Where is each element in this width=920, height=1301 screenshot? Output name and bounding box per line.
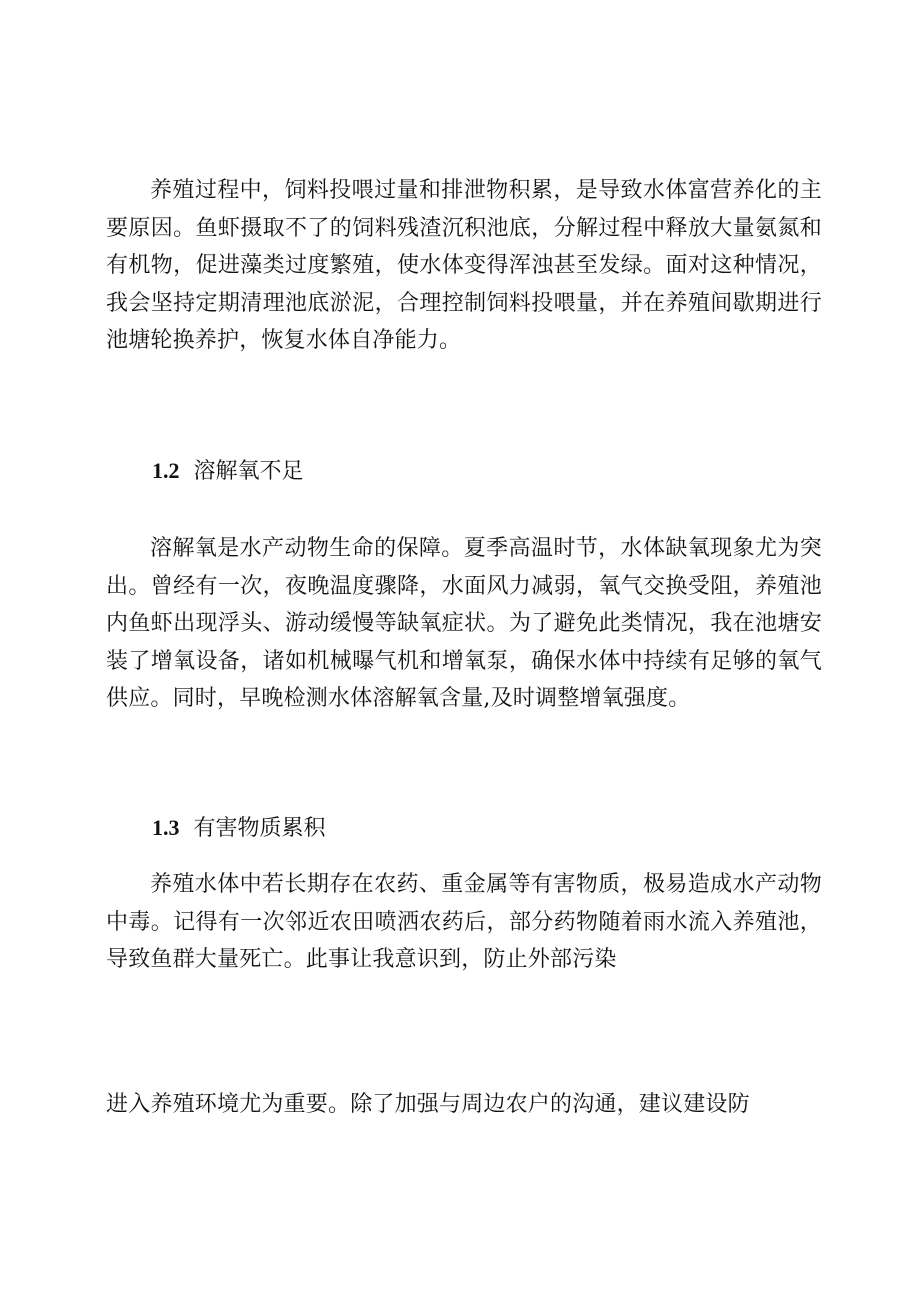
section-number: 1.3	[152, 815, 180, 840]
paragraph-harmful-substances: 养殖水体中若长期存在农药、重金属等有害物质，极易造成水产动物中毒。记得有一次邻近农田喷洒农药后，部分药物随着雨水流入养殖池，导致鱼群大量死亡。此事让我意识到，防止外部污染	[106, 872, 822, 973]
section-number: 1.2	[152, 458, 180, 483]
section-heading-dissolved-oxygen	[152, 456, 304, 487]
paragraph-dissolved-oxygen: 溶解氧是水产动物生命的保障。夏季高温时节，水体缺氧现象尤为突出。曾经有一次，夜晚温度骤降，水面风力减弱，氧气交换受阻，养殖池内鱼虾出现浮头、游动缓慢等缺氧症状。为了避免此类情况，我在池塘安装了增氧设备，诸如机械曝气机和增氧泵，确保水体中持续有足够的氧气供应。同时，早晚检测水体溶解氧含量,及时调整增氧强度。	[106, 536, 822, 712]
paragraph-feed-accumulation: 养殖过程中，饲料投喂过量和排泄物积累，是导致水体富营养化的主要原因。鱼虾摄取不了的饲料残渣沉积池底，分解过程中释放大量氨氮和有机物，促进藻类过度繁殖，使水体变得浑浊甚至发绿。面对这种情况，我会坚持定期清理池底淤泥，合理控制饲料投喂量，并在养殖间歇期进行池塘轮换养护，恢复水体自净能力。	[106, 178, 822, 354]
paragraph-harmful-substances-continued: 进入养殖环境尤为重要。除了加强与周边农户的沟通，建议建设防	[106, 1092, 750, 1117]
section-title: 有害物质累积	[193, 816, 326, 841]
section-title: 溶解氧不足	[193, 459, 304, 484]
section-heading-harmful-substances	[152, 813, 326, 844]
